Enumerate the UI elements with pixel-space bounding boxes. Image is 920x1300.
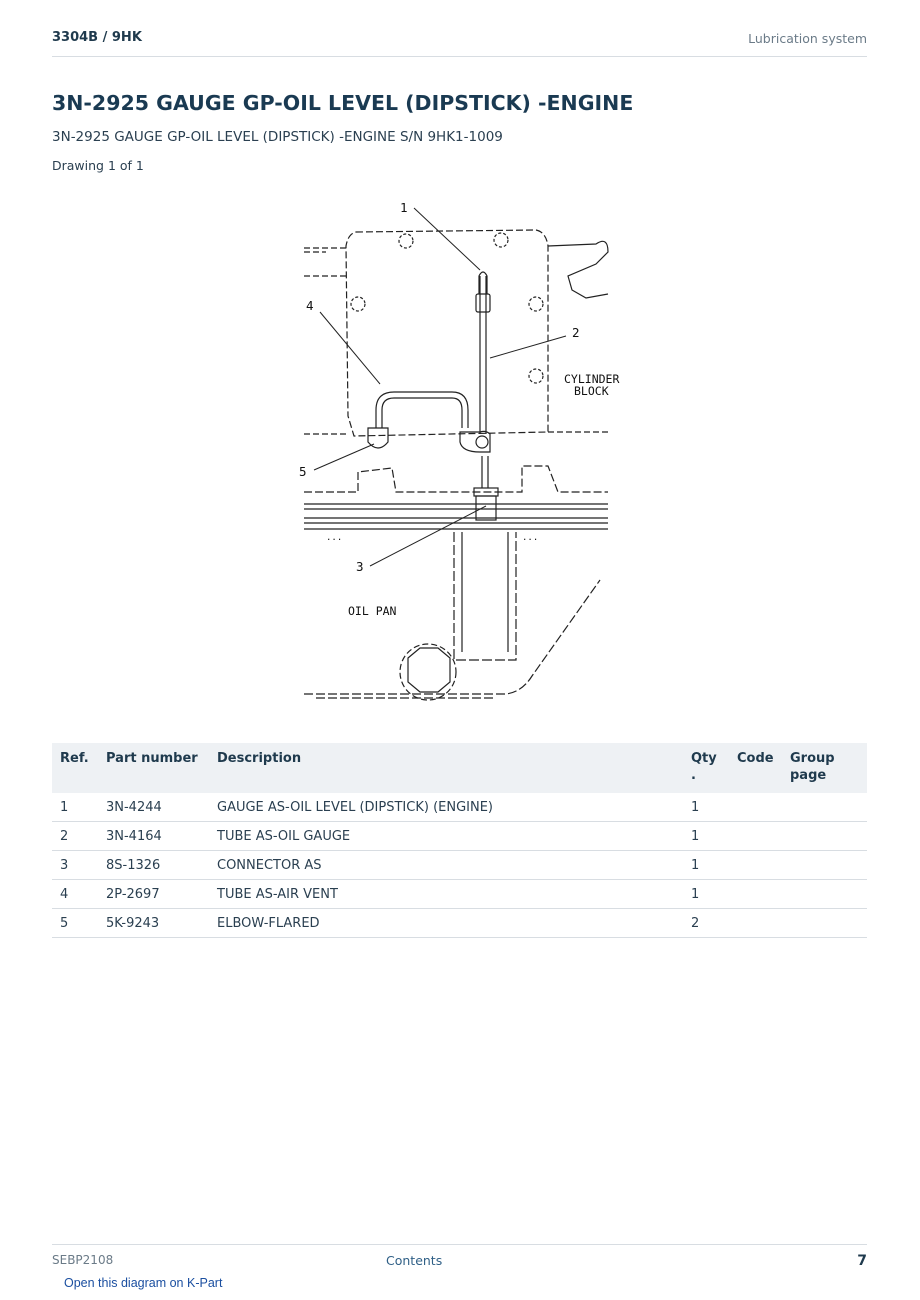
cell-qty: 1 bbox=[683, 851, 729, 880]
cell-description: GAUGE AS-OIL LEVEL (DIPSTICK) (ENGINE) bbox=[209, 793, 683, 822]
section-name: Lubrication system bbox=[748, 31, 867, 46]
block-label: BLOCK bbox=[574, 384, 609, 398]
page-number: 7 bbox=[857, 1253, 867, 1269]
header-description: Description bbox=[209, 743, 683, 793]
oil-pan-label: OIL PAN bbox=[348, 604, 397, 618]
page-header bbox=[52, 28, 867, 57]
page-title: 3N-2925 GAUGE GP-OIL LEVEL (DIPSTICK) -ENGINE bbox=[52, 91, 634, 115]
cell-part-number: 3N-4164 bbox=[98, 822, 209, 851]
cell-part-number: 3N-4244 bbox=[98, 793, 209, 822]
cell-qty: 1 bbox=[683, 822, 729, 851]
cell-group-page bbox=[782, 909, 867, 938]
cell-code bbox=[729, 909, 782, 938]
cell-group-page bbox=[782, 822, 867, 851]
cylinder-label: CYLINDER bbox=[564, 372, 620, 386]
cell-description: CONNECTOR AS bbox=[209, 851, 683, 880]
ellipsis-mark-right: ... bbox=[522, 533, 539, 543]
cell-ref: 4 bbox=[52, 880, 98, 909]
parts-table bbox=[52, 743, 867, 938]
parts-diagram bbox=[296, 196, 626, 706]
header-group-line2: page bbox=[790, 768, 827, 783]
cell-part-number: 8S-1326 bbox=[98, 851, 209, 880]
ellipsis-mark-left: ... bbox=[326, 533, 343, 543]
cell-qty: 1 bbox=[683, 880, 729, 909]
document-id: SEBP2108 bbox=[52, 1253, 114, 1267]
callout-2: 2 bbox=[572, 325, 580, 340]
page-subtitle: 3N-2925 GAUGE GP-OIL LEVEL (DIPSTICK) -ENGINE S/N 9HK1-1009 bbox=[52, 129, 503, 145]
header-qty-line1: Qty bbox=[691, 751, 717, 766]
cell-part-number: 5K-9243 bbox=[98, 909, 209, 938]
cell-description: ELBOW-FLARED bbox=[209, 909, 683, 938]
cell-description: TUBE AS-AIR VENT bbox=[209, 880, 683, 909]
cell-code bbox=[729, 880, 782, 909]
header-ref: Ref. bbox=[52, 743, 98, 793]
cell-qty: 2 bbox=[683, 909, 729, 938]
kpart-link[interactable]: Open this diagram on K-Part bbox=[64, 1276, 223, 1290]
page-footer bbox=[52, 1244, 867, 1275]
table-row bbox=[52, 793, 867, 822]
cell-description: TUBE AS-OIL GAUGE bbox=[209, 822, 683, 851]
contents-link[interactable]: Contents bbox=[386, 1253, 443, 1268]
cell-group-page bbox=[782, 880, 867, 909]
cell-code bbox=[729, 793, 782, 822]
header-part-number: Part number bbox=[98, 743, 209, 793]
callout-3: 3 bbox=[356, 559, 364, 574]
cell-ref: 5 bbox=[52, 909, 98, 938]
callout-5: 5 bbox=[299, 464, 307, 479]
header-group-line1: Group bbox=[790, 751, 835, 766]
table-row bbox=[52, 851, 867, 880]
table-row bbox=[52, 880, 867, 909]
cell-code bbox=[729, 851, 782, 880]
header-group-page bbox=[782, 743, 867, 793]
callout-1: 1 bbox=[400, 200, 408, 215]
header-code: Code bbox=[729, 743, 782, 793]
header-qty-line2: . bbox=[691, 768, 696, 783]
diagram-drawing bbox=[296, 196, 626, 706]
table-row bbox=[52, 822, 867, 851]
cell-group-page bbox=[782, 851, 867, 880]
cell-code bbox=[729, 822, 782, 851]
cell-ref: 3 bbox=[52, 851, 98, 880]
table-row bbox=[52, 909, 867, 938]
cell-part-number: 2P-2697 bbox=[98, 880, 209, 909]
cell-ref: 1 bbox=[52, 793, 98, 822]
table-header-row bbox=[52, 743, 867, 793]
cell-group-page bbox=[782, 793, 867, 822]
cell-ref: 2 bbox=[52, 822, 98, 851]
drawing-count: Drawing 1 of 1 bbox=[52, 158, 144, 173]
callout-4: 4 bbox=[306, 298, 314, 313]
machine-model: 3304B / 9HK bbox=[52, 30, 142, 45]
header-qty bbox=[683, 743, 729, 793]
cell-qty: 1 bbox=[683, 793, 729, 822]
